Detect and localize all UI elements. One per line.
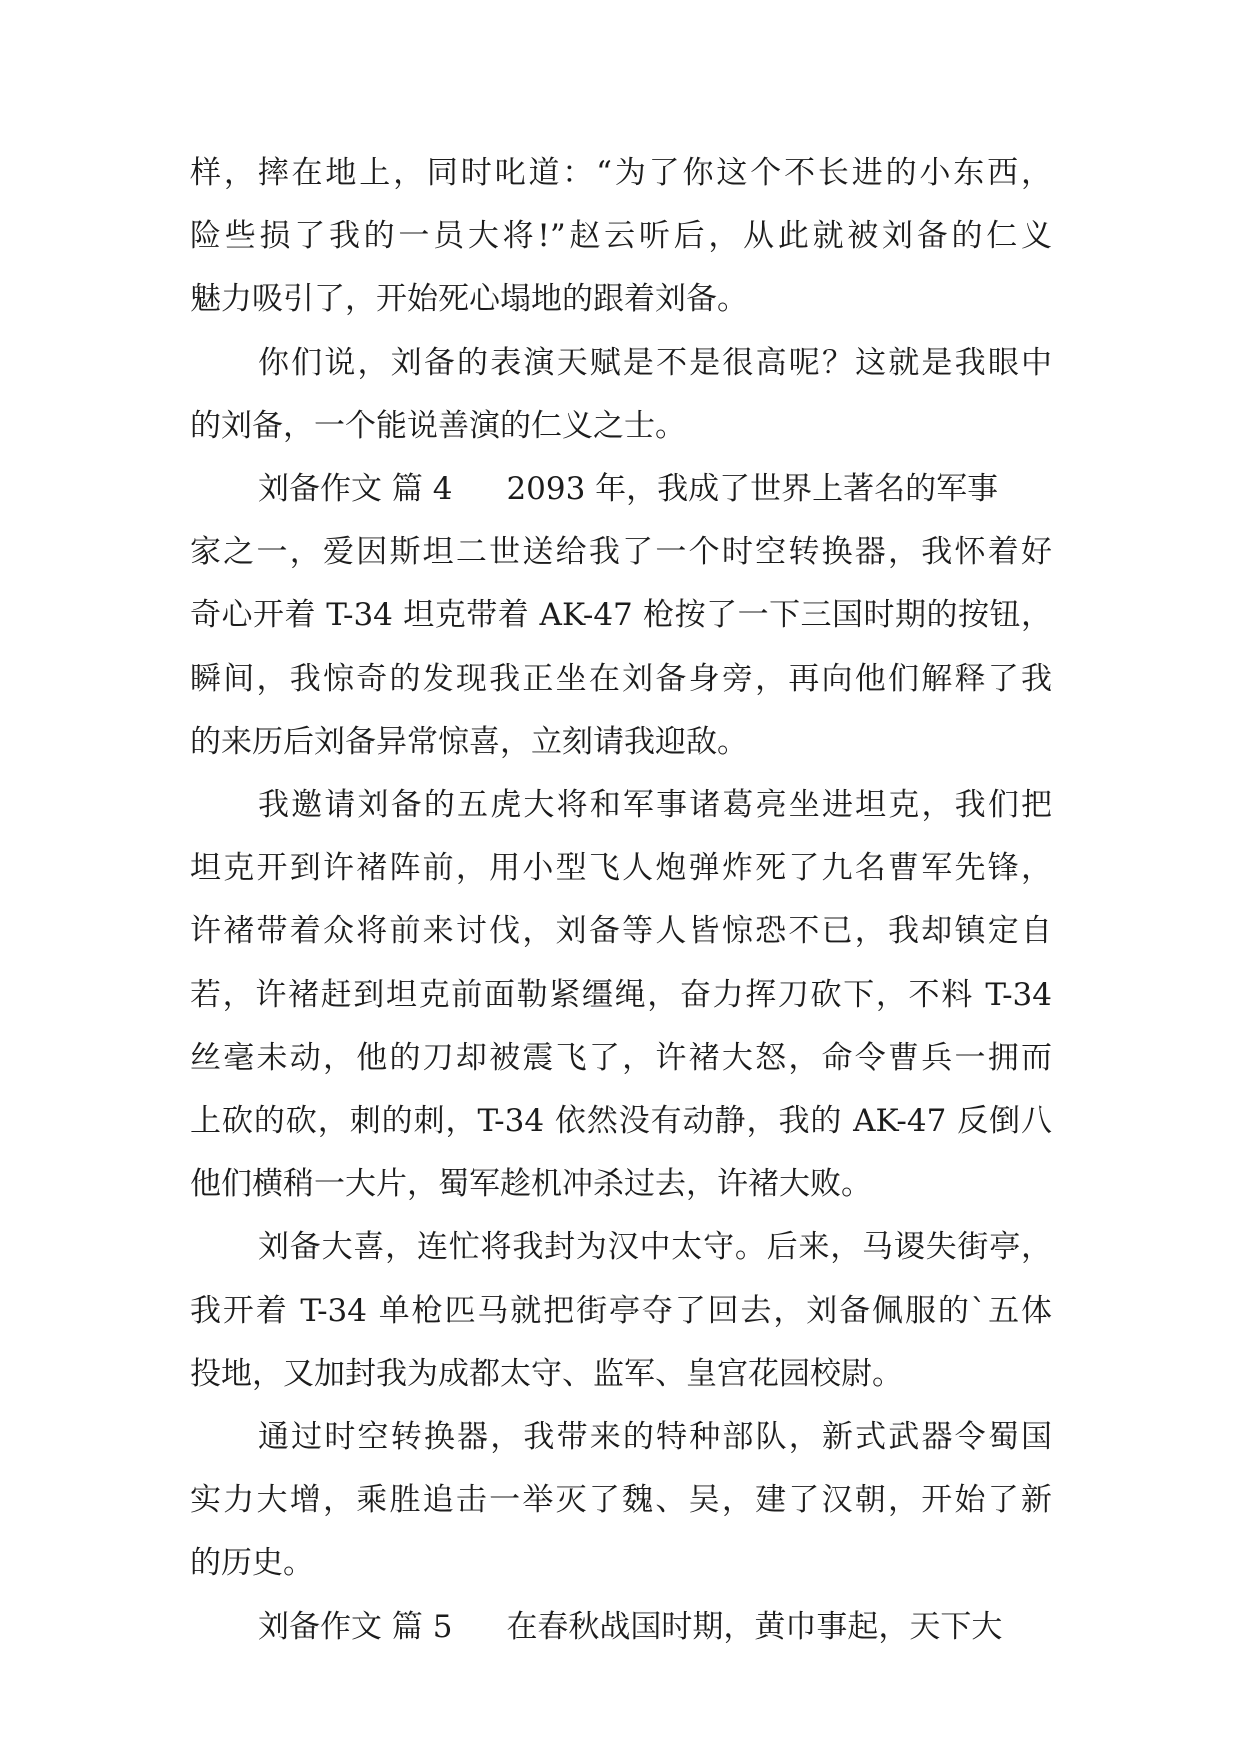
paragraph-line: 坦克开到许褚阵前，用小型飞人炮弹炸死了九名曹军先锋，	[190, 850, 1052, 887]
section-heading: 刘备作文 篇 4	[258, 471, 453, 507]
line-text: 2093 年，我成了世界上著名的军事	[506, 471, 999, 507]
paragraph-line: 他们横稍一大片，蜀军趁机冲杀过去，许褚大败。	[190, 1166, 872, 1203]
paragraph-line: 的历史。	[190, 1545, 314, 1582]
paragraph-line: 瞬间，我惊奇的发现我正坐在刘备身旁，再向他们解释了我	[190, 660, 1052, 697]
paragraph-line: 上砍的砍，刺的刺，T-34 依然没有动静，我的 AK-47 反倒八	[190, 1103, 1052, 1139]
paragraph-line: 刘备大喜，连忙将我封为汉中太守。后来，马谡失街亭，	[258, 1229, 1052, 1266]
paragraph-line: 许褚带着众将前来讨伐，刘备等人皆惊恐不已，我却镇定自	[190, 913, 1052, 950]
paragraph-line: 样，摔在地上，同时叱道：“为了你这个不长进的小东西，	[190, 155, 1052, 191]
paragraph-line: 奇心开着 T-34 坦克带着 AK-47 枪按了一下三国时期的按钮，	[190, 597, 1052, 634]
section-heading: 刘备作文 篇 5	[258, 1608, 453, 1645]
paragraph-line: 我邀请刘备的五虎大将和军事诸葛亮坐进坦克，我们把	[258, 787, 1052, 823]
paragraph-line: 实力大增，乘胜追击一举灭了魏、吴，建了汉朝，开始了新	[190, 1482, 1052, 1519]
section-heading-line	[258, 1598, 1052, 1656]
paragraph-line: 丝毫未动，他的刀却被震飞了，许褚大怒，命令曹兵一拥而	[190, 1039, 1052, 1076]
paragraph-line: 魅力吸引了，开始死心塌地的跟着刘备。	[190, 281, 748, 318]
paragraph-line: 我开着 T-34 单枪匹马就把街亭夺了回去，刘备佩服的`五体	[190, 1292, 1052, 1329]
paragraph-line: 的来历后刘备异常惊喜，立刻请我迎敌。	[190, 723, 748, 760]
paragraph-line: 的刘备，一个能说善演的仁义之士。	[190, 407, 686, 444]
paragraph-line: 你们说，刘备的表演天赋是不是很高呢？这就是我眼中	[258, 344, 1052, 381]
paragraph-line: 若，许褚赶到坦克前面勒紧缰绳，奋力挥刀砍下，不料 T-34	[190, 976, 1052, 1013]
paragraph-line: 家之一，爱因斯坦二世送给我了一个时空转换器，我怀着好	[190, 534, 1052, 571]
paragraph-line: 通过时空转换器，我带来的特种部队，新式武器令蜀国	[258, 1419, 1052, 1455]
paragraph-line: 险些损了我的一员大将!”赵云听后，从此就被刘备的仁义	[190, 218, 1052, 255]
paragraph-line: 投地，又加封我为成都太守、监军、皇宫花园校尉。	[190, 1355, 903, 1392]
line-text: 在春秋战国时期，黄巾事起，天下大	[506, 1608, 1003, 1645]
section-heading-line	[258, 460, 1052, 518]
